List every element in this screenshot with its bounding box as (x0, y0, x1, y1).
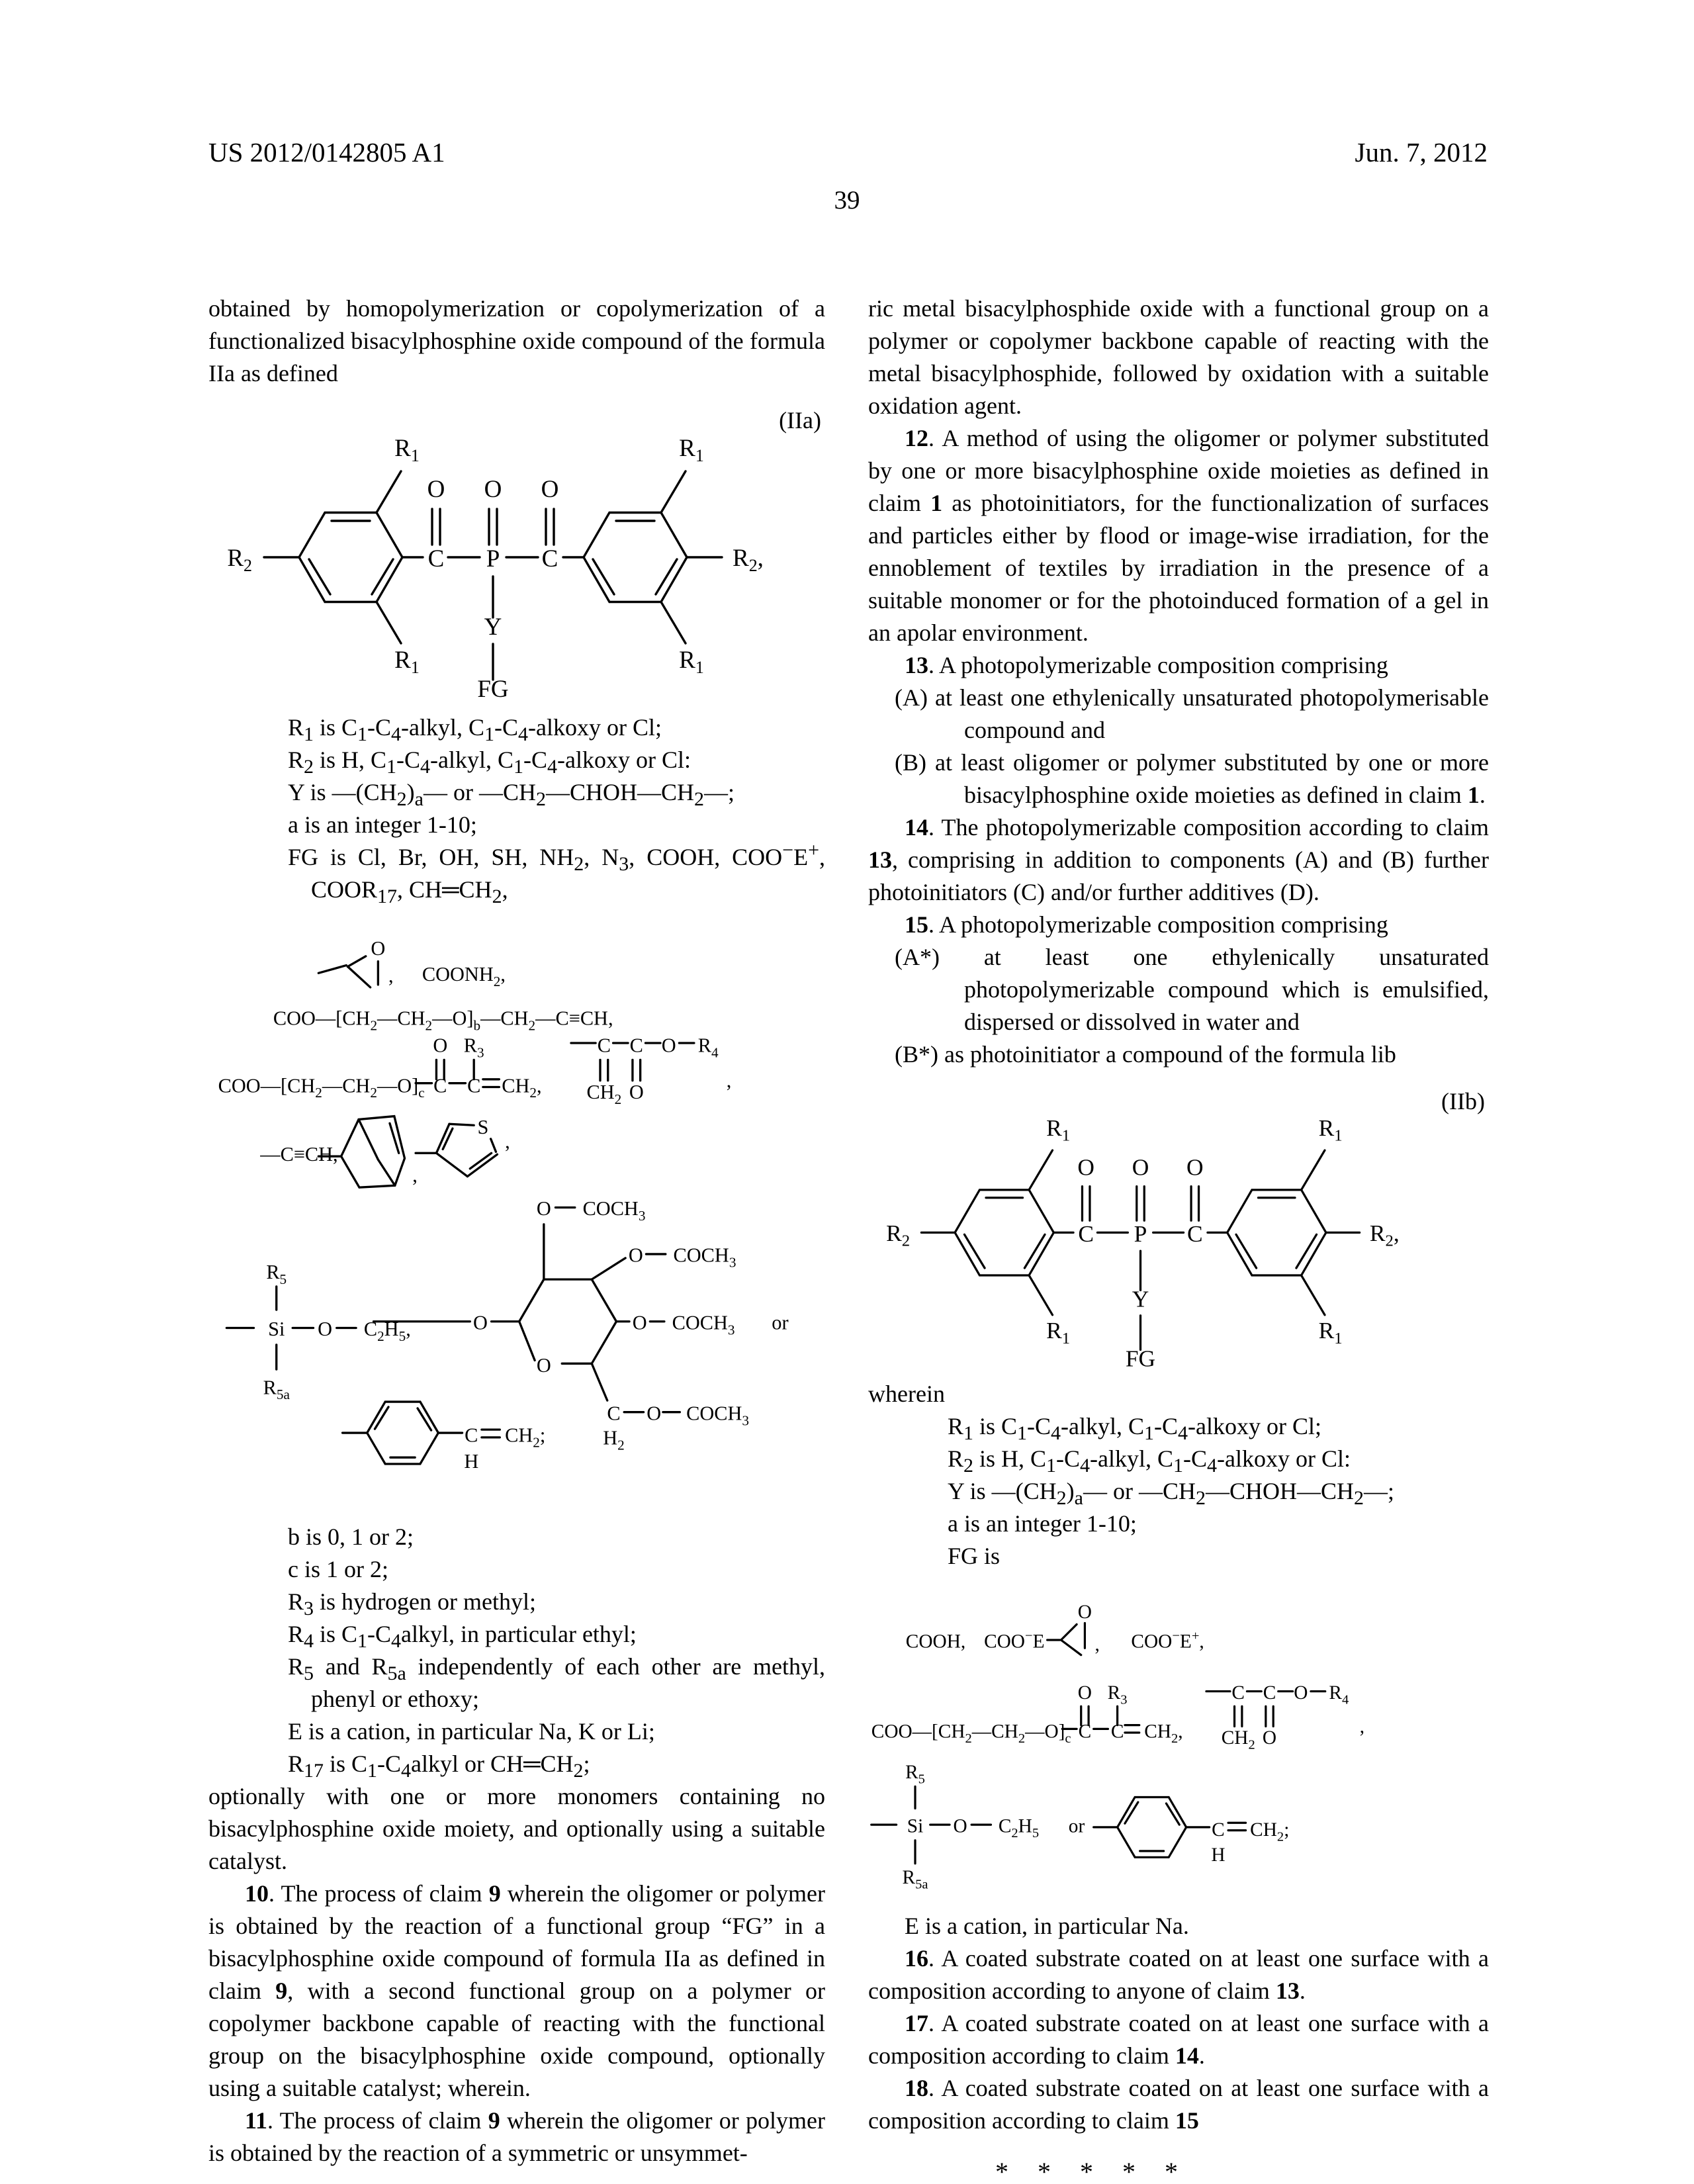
atom-label: $COCH_3$ (673, 1244, 736, 1271)
atom-label: Y (1132, 1285, 1149, 1312)
atom-label: C (1078, 1220, 1094, 1247)
claim-15-element-b: (B*) as photoinitiator a compound of the formula lib (895, 1041, 1396, 1068)
atom-label: $COO—[CH_2—CH_2—O]_b—CH_2—C\equiv CH$, (273, 1007, 613, 1034)
atom-label: $R_5$ (905, 1762, 925, 1787)
atom-label: $R_1$ (1318, 1115, 1343, 1145)
atom-label: O (1077, 1154, 1094, 1181)
atom-label: O (541, 476, 559, 503)
atom-label: O (953, 1815, 967, 1837)
atom-label: O (536, 1197, 551, 1220)
atom-label: O (632, 1311, 647, 1334)
atom-label: O (629, 1081, 644, 1104)
atom-label: , (1094, 1634, 1100, 1656)
atom-label: O (628, 1244, 643, 1267)
e-cation-line: E is a cation, in particular Na. (905, 1913, 1189, 1939)
atom-label: $COO—[CH_2—CH_2—O]_c$ (871, 1721, 1071, 1747)
atom-label: , (412, 1163, 418, 1187)
atom-label: $R_5$ (266, 1261, 287, 1287)
definition-item: a is an integer 1-10; (288, 811, 477, 838)
atom-label: $COCH_3$ (672, 1311, 735, 1338)
atom-label: $R_2$, (1369, 1219, 1400, 1250)
formula-iia-label: (IIa) (779, 407, 821, 433)
atom-label: or (772, 1311, 789, 1334)
atom-label: C (1212, 1819, 1225, 1841)
definition-item: $R_1$ is $C_1-C_4$-alkyl, $C_1-C_4$-alkoxy or Cl; (288, 714, 662, 746)
formula-iib-block (868, 1083, 1489, 1374)
claim-10: 10. The process of claim 9 wherein the oligomer or polymer is obtained by the reaction of a functional group “FG” in a bisacylphosphine oxide compound of formula IIa as defined in claim 9, with a second functional group on a polymer or copolymer backbone capable of reacting with the functional group on the bisacylphosphine oxide compound, optionally using a suitable catalyst; wherein. (208, 1880, 826, 2101)
formula-iib-structure (868, 1103, 1457, 1375)
atom-label: P (486, 545, 500, 572)
atom-label: $COO—[CH_2—CH_2—O]_c$ (218, 1074, 425, 1101)
definition-item: $R_4$ is $C_1-C_4alkyl$, in particular ethyl; (288, 1621, 637, 1653)
atom-label: $CH_2$, (1144, 1721, 1183, 1747)
atom-label: C (597, 1034, 611, 1057)
definition-item: $R_3$ is hydrogen or methyl; (288, 1588, 536, 1620)
atom-label: O (1262, 1727, 1277, 1749)
atom-label: C (629, 1034, 643, 1057)
atom-label: C (607, 1402, 621, 1425)
atom-label: $R_1$ (1318, 1317, 1343, 1347)
atom-label: C (1263, 1682, 1276, 1704)
atom-label: COO−E (984, 1628, 1045, 1653)
atom-label: C (1078, 1721, 1092, 1743)
formula-iib-label: (IIb) (1441, 1088, 1485, 1115)
atom-label: O (1294, 1682, 1308, 1704)
definition-item: Y is $—(CH_2)_a—$ or $—CH_2—CHOH—CH_2—$; (288, 779, 735, 811)
atom-label: or (1068, 1815, 1085, 1837)
atom-label: $R_1$ (394, 435, 420, 465)
atom-label: C (1110, 1721, 1124, 1743)
atom-label: $R_1$ (679, 435, 704, 465)
atom-label: $CH_2$ (1221, 1727, 1255, 1752)
atom-label: O (427, 476, 445, 503)
right-column (868, 293, 1489, 2184)
formula-iia-block (208, 402, 825, 707)
atom-label: $R_4$ (1329, 1682, 1349, 1707)
atom-label: $CH_2$; (1250, 1819, 1290, 1844)
continuation-paragraph: ric metal bisacylphosphide oxide with a functional group on a polymer or copolymer backbone capable of reacting with the metal bisacylphosphide, followed by oxidation with a suitable oxidation agent. (868, 295, 1489, 419)
claim-16: 16. A coated substrate coated on at least one surface with a composition according to anyone of claim 13. (868, 1945, 1489, 2004)
page-header (208, 136, 1488, 168)
atom-label: $COONH_2$, (422, 963, 506, 989)
atom-label: C (427, 545, 445, 572)
atom-label: O (536, 1354, 551, 1377)
claim-13-element-a: (A) at least one ethylenically unsaturated photopolymerisable compound and (895, 684, 1489, 743)
atom-label: S (477, 1115, 489, 1138)
wherein-label: wherein (868, 1381, 945, 1407)
atom-label: O (484, 476, 502, 503)
fg-group-structures (868, 1582, 1450, 1907)
definition-item: $R_2$ is H, $C_1-C_4$-alkyl, $C_1-C_4$-alkoxy or Cl: (288, 747, 691, 778)
atom-label: $R_1$ (1046, 1115, 1071, 1145)
atom-label: $R_1$ (394, 647, 420, 677)
optionally-paragraph: optionally with one or more monomers containing no bisacylphosphine oxide moiety, and optionally using a suitable catalyst. (208, 1783, 825, 1874)
atom-label: C (1187, 1220, 1203, 1247)
atom-label: O (1077, 1682, 1092, 1704)
atom-label: $CH_2$ (586, 1081, 622, 1107)
atom-label: $R_{5a}$ (263, 1376, 290, 1403)
atom-label: $C_2H_5$, (363, 1318, 411, 1345)
atom-label: Y (484, 614, 502, 641)
atom-label: O (473, 1311, 488, 1334)
atom-label: Si (907, 1815, 924, 1837)
definition-item: $R_1$ is $C_1-C_4$-alkyl, $C_1-C_4$-alkoxy or Cl; (948, 1413, 1322, 1445)
atom-label: FG (1125, 1345, 1156, 1372)
atom-label: O (371, 936, 386, 960)
atom-label: $R_3$ (463, 1034, 484, 1061)
claim-18: 18. A coated substrate coated on at least one surface with a composition according to claim 15 (868, 2075, 1489, 2134)
intro-paragraph: obtained by homopolymerization or copolymerization of a functionalized bisacylphosphine oxide compound of the formula IIa as defined (208, 295, 825, 387)
definition-item: $R_2$ is H, $C_1-C_4$-alkyl, $C_1-C_4$-alkoxy or Cl: (948, 1445, 1351, 1477)
fg-substituent-structures (208, 933, 811, 1484)
definition-list-1 (208, 711, 825, 906)
atom-label: FG (477, 676, 509, 703)
atom-label: O (646, 1402, 662, 1425)
atom-label: , (726, 1069, 732, 1092)
atom-label: $R_2$ (227, 545, 252, 575)
publication-number: US 2012/0142805 A1 (208, 137, 445, 167)
atom-label: H (464, 1449, 479, 1473)
claim-15-intro: 15. A photopolymerizable composition comprising (905, 911, 1388, 938)
atom-label: $R_2$, (733, 545, 764, 575)
atom-label: $R_3$ (1107, 1682, 1128, 1707)
definition-item: $R_5$ and $R_{5a}$ independently of each other are methyl, phenyl or ethoxy; (288, 1653, 825, 1712)
definition-item: c is 1 or 2; (288, 1556, 388, 1582)
atom-label: $R_2$ (886, 1219, 911, 1250)
claim-12: 12. A method of using the oligomer or polymer substituted by one or more bisacylphosphine oxide moieties as defined in claim 1 as photoinitiators, for the functionalization of surfaces and particles either by flood or image-wise irradiation, for the ennoblement of textiles by irradiation in the presence of a suitable monomer or for the photoinduced formation of a gel in an apolar environment. (868, 425, 1489, 646)
atom-label: , (1359, 1716, 1365, 1738)
claim-15-element-a: (A*) at least one ethylenically unsaturated photopolymerizable compound which is emulsified, dispersed or dissolved in water and (895, 944, 1489, 1035)
atom-label: $R_1$ (1046, 1317, 1071, 1347)
atom-label: $C_2H_5$ (998, 1815, 1040, 1841)
atom-label: O (318, 1318, 333, 1341)
definition-item: b is 0, 1 or 2; (288, 1524, 414, 1550)
definition-list-2 (208, 1521, 825, 1780)
claim-13-intro: 13. A photopolymerizable composition comprising (905, 652, 1388, 678)
atom-label: C (1231, 1682, 1245, 1704)
atom-label: C (467, 1074, 481, 1097)
atom-label: C (465, 1424, 478, 1447)
atom-label: O (661, 1034, 676, 1057)
atom-label: O (1186, 1154, 1204, 1181)
publication-date: Jun. 7, 2012 (1355, 137, 1488, 167)
atom-label: COO−E+, (1131, 1628, 1204, 1653)
definition-item: E is a cation, in particular Na, K or Li; (288, 1718, 655, 1745)
atom-label: C (541, 545, 558, 572)
claim-14: 14. The photopolymerizable composition according to claim 13, comprising in addition to components (A) and (B) further photoinitiators (C) and/or further additives (D). (868, 814, 1489, 905)
atom-label: $R_{5a}$ (902, 1867, 928, 1892)
atom-label: $R_1$ (679, 647, 704, 677)
atom-label: P (1134, 1220, 1147, 1247)
definition-item: Y is $—(CH_2)_a—$ or $—CH_2—CHOH—CH_2—$; (948, 1478, 1395, 1510)
left-column (208, 293, 825, 2169)
atom-label: $COCH_3$ (582, 1197, 646, 1224)
atom-label: $CH_2$; (505, 1424, 546, 1451)
atom-label: $H_2$ (603, 1426, 625, 1453)
atom-label: O (1077, 1601, 1092, 1623)
claim-13-element-b: (B) at least oligomer or polymer substituted by one or more bisacylphosphine oxide moieties as defined in claim 1. (895, 749, 1489, 808)
claim-17: 17. A coated substrate coated on at least one surface with a composition according to claim 14. (868, 2010, 1489, 2069)
definition-list-iib (868, 1410, 1489, 1572)
claim-11: 11. The process of claim 9 wherein the oligomer or polymer is obtained by the reaction of a symmetric or unsymmet- (208, 2107, 826, 2166)
formula-iia-structure (208, 422, 824, 706)
atom-label: , (505, 1130, 510, 1153)
atom-label: Si (268, 1318, 285, 1341)
atom-label: C (433, 1074, 447, 1097)
atom-label: O (433, 1034, 448, 1057)
atom-label: COOH, (905, 1631, 966, 1653)
atom-label: $CH_2$, (502, 1074, 542, 1101)
definition-item: $R_{17}$ is $C_1-C_4alkyl$ or $CH═CH_2$; (288, 1751, 590, 1782)
definition-item: a is an integer 1-10; (948, 1510, 1137, 1537)
definition-item: FG is (948, 1543, 1001, 1569)
end-of-claims-asterisks: * * * * * (995, 2157, 1178, 2184)
atom-label: —C≡CH, (260, 1143, 338, 1166)
atom-label: , (388, 964, 394, 987)
atom-label: H (1211, 1844, 1226, 1866)
atom-label: O (1132, 1154, 1149, 1181)
definition-item: FG is Cl, Br, OH, SH, $NH_2$, $N_3$, COOH, COO−E+, $COOR_{17}$, $CH═CH_2$, (288, 839, 825, 908)
page-number: 39 (834, 186, 860, 214)
atom-label: $R_4$ (697, 1034, 719, 1061)
atom-label: $COCH_3$ (686, 1402, 750, 1429)
